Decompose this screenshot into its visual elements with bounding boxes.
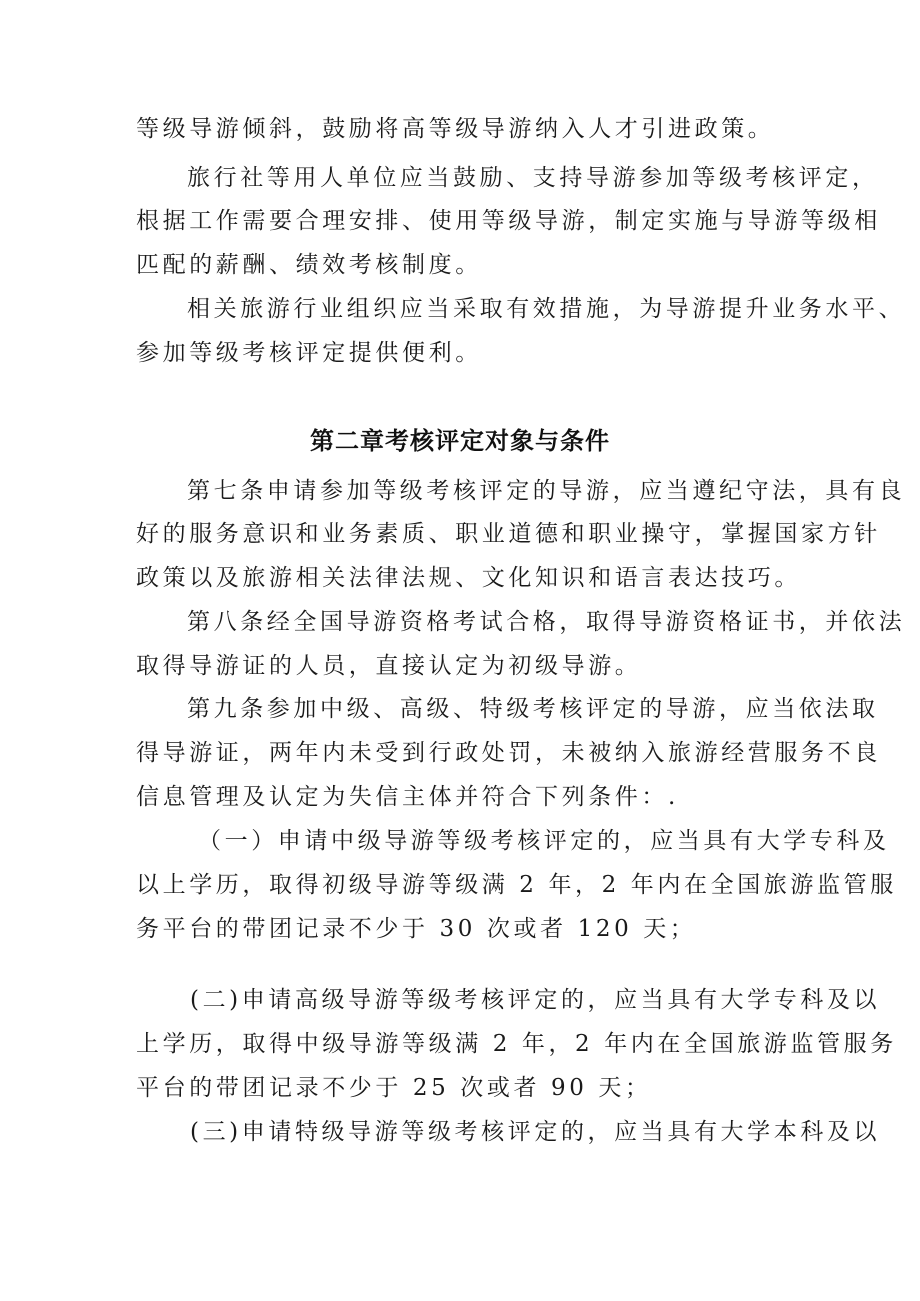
paragraph-line: 第八条经全国导游资格考试合格，取得导游资格证书，并依法 xyxy=(187,609,906,635)
paragraph-line: 相关旅游行业组织应当采取有效措施，为导游提升业务水平、 xyxy=(187,296,906,322)
paragraph-line: 第九条参加中级、高级、特级考核评定的导游，应当依法取 xyxy=(187,696,879,722)
chapter-title: 第二章考核评定对象与条件 xyxy=(310,427,610,455)
paragraph-line: 根据工作需要合理安排、使用等级导游，制定实施与导游等级相 xyxy=(136,208,881,234)
paragraph-line: 匹配的薪酬、绩效考核制度。 xyxy=(136,252,482,278)
list-item-line: （一）申请中级导游等级考核评定的，应当具有大学专科及 xyxy=(198,828,890,854)
paragraph-line: 等级导游倾斜，鼓励将高等级导游纳入人才引进政策。 xyxy=(136,116,775,142)
paragraph-line: 旅行社等用人单位应当鼓励、支持导游参加等级考核评定， xyxy=(187,165,879,191)
paragraph-line: 取得导游证的人员，直接认定为初级导游。 xyxy=(136,653,642,679)
paragraph-line: 参加等级考核评定提供便利。 xyxy=(136,340,482,366)
list-item-line: (二)申请高级导游等级考核评定的，应当具有大学专科及以 xyxy=(190,987,881,1013)
paragraph-line: 得导游证，两年内未受到行政处罚，未被纳入旅游经营服务不良 xyxy=(136,740,881,766)
paragraph-line: 第七条申请参加等级考核评定的导游，应当遵纪守法，具有良 xyxy=(187,478,906,504)
paragraph-line: 务平台的带团记录不少于 30 次或者 120 天； xyxy=(136,916,697,942)
paragraph-line: 信息管理及认定为失信主体并符合下列条件：. xyxy=(136,784,679,810)
paragraph-line: 好的服务意识和业务素质、职业道德和职业操守，掌握国家方针 xyxy=(136,521,881,547)
paragraph-line: 平台的带团记录不少于 25 次或者 90 天； xyxy=(136,1075,652,1101)
paragraph-line: 上学历，取得中级导游等级满 2 年，2 年内在全国旅游监管服务 xyxy=(136,1031,897,1057)
list-item-line: (三)申请特级导游等级考核评定的，应当具有大学本科及以 xyxy=(190,1119,881,1145)
paragraph-line: 以上学历，取得初级导游等级满 2 年，2 年内在全国旅游监管服 xyxy=(136,872,897,898)
paragraph-line: 政策以及旅游相关法律法规、文化知识和语言表达技巧。 xyxy=(136,565,801,591)
